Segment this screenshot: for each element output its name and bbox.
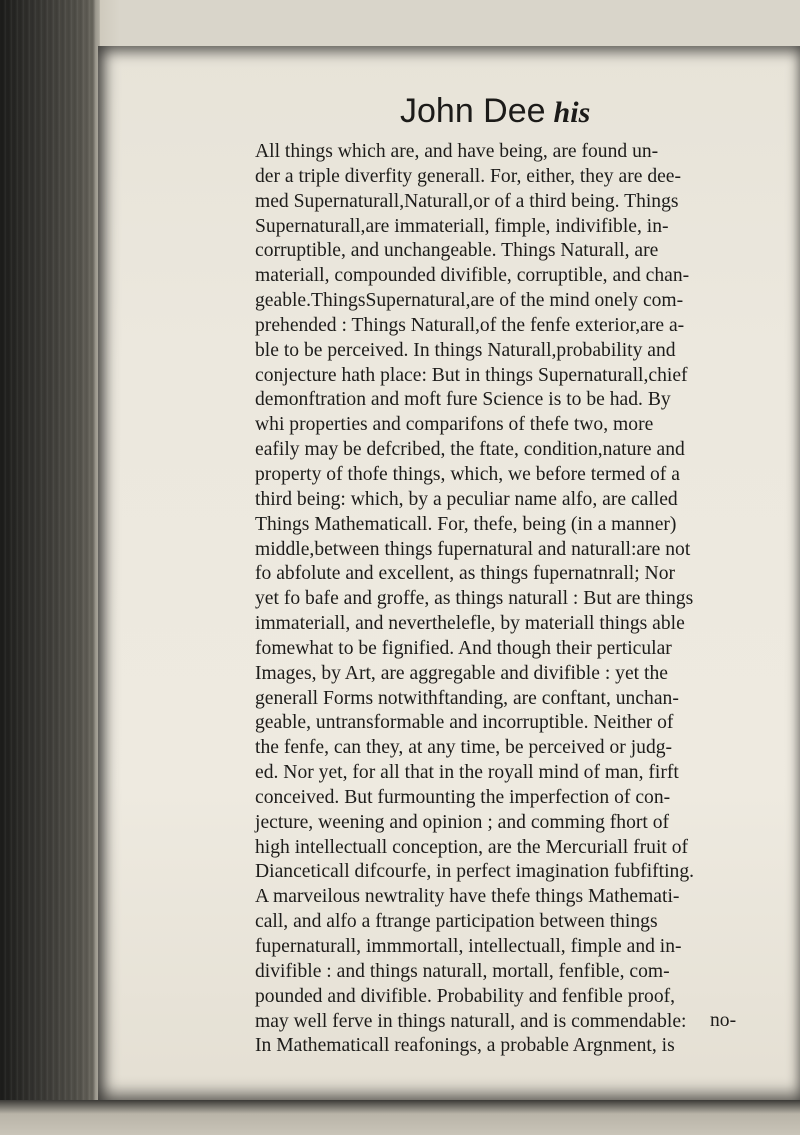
text-line: geable.ThingsSupernatural,are of the mind onely com- (255, 290, 684, 312)
text-line: fomewhat to be fignified. And though their perticular (255, 637, 672, 659)
text-line: high intellectuall conception, are the Mercuriall fruit of (255, 836, 689, 858)
text-line: ed. Nor yet, for all that in the royall mind of man, firft (255, 762, 679, 784)
catchword: no- (710, 1010, 737, 1031)
text-line: A marveilous newtrality have thefe things Mathemati- (255, 886, 680, 908)
text-line: property of thofe things, which, we before termed of a (255, 463, 680, 485)
page-bottom-edge (0, 1100, 800, 1135)
page-body-text (255, 140, 775, 1059)
running-header (400, 92, 590, 132)
text-line: In Mathematicall reafonings, a probable Argnment, is (255, 1035, 675, 1057)
text-line: med Supernaturall,Naturall,or of a third being. Things (255, 190, 679, 212)
text-line: whi properties and comparifons of thefe two, more (255, 414, 654, 436)
text-line: ble to be perceived. In things Naturall,probability and (255, 339, 676, 361)
text-line: call, and alfo a ftrange participation between things (255, 911, 658, 933)
text-line: prehended : Things Naturall,of the fenfe exterior,are a- (255, 314, 685, 336)
text-line: geable, untransformable and incorruptible. Neither of (255, 712, 674, 734)
text-line: conceived. But furmounting the imperfection of con- (255, 786, 671, 808)
text-line: fupernaturall, immmortall, intellectuall, fimple and in- (255, 936, 682, 957)
text-line: jecture, weening and opinion ; and comming fhort of (255, 811, 670, 833)
text-line: materiall, compounded divifible, corruptible, and chan- (255, 265, 690, 287)
text-line: third being: which, by a peculiar name alfo, are called (255, 488, 678, 510)
text-line: demonftration and moft fure Science is to be had. By (255, 389, 671, 411)
text-line: yet fo bafe and groffe, as things naturall : But are things (255, 588, 694, 610)
text-line: der a triple diverfity generall. For, either, they are dee- (255, 165, 682, 187)
running-header-italic: his (553, 96, 591, 129)
text-line: All things which are, and have being, are found un- (255, 141, 659, 162)
binding-gutter (0, 0, 100, 1135)
text-line: Supernaturall,are immateriall, fimple, indivifible, in- (255, 215, 669, 237)
text-line: divifible : and things naturall, mortall, fenfible, com- (255, 960, 670, 982)
text-line: the fenfe, can they, at any time, be perceived or judg- (255, 737, 673, 759)
text-line: corruptible, and unchangeable. Things Naturall, are (255, 240, 659, 262)
text-line: eafily may be defcribed, the ftate, condition,nature and (255, 439, 685, 461)
text-line: Things Mathematicall. For, thefe, being (in a manner) (255, 513, 677, 535)
running-header-title: John Dee (400, 92, 546, 130)
text-line: Images, by Art, are aggregable and divifible : yet the (255, 662, 668, 684)
text-line: middle,between things fupernatural and naturall:are not (255, 538, 691, 560)
text-line: Dianceticall difcourfe, in perfect imagination fubfifting. (255, 861, 695, 883)
text-line: pounded and divifible. Probability and fenfible proof, (255, 985, 676, 1007)
text-line: generall Forms notwithftanding, are conftant, unchan- (255, 687, 679, 709)
text-line: immateriall, and neverthelefle, by materiall things able (255, 613, 685, 635)
text-line: may well ferve in things naturall, and is commendable: (255, 1010, 687, 1032)
text-line: fo abfolute and excellent, as things fupernatnrall; Nor (255, 563, 676, 585)
text-line: conjecture hath place: But in things Supernaturall,chief (255, 364, 688, 386)
